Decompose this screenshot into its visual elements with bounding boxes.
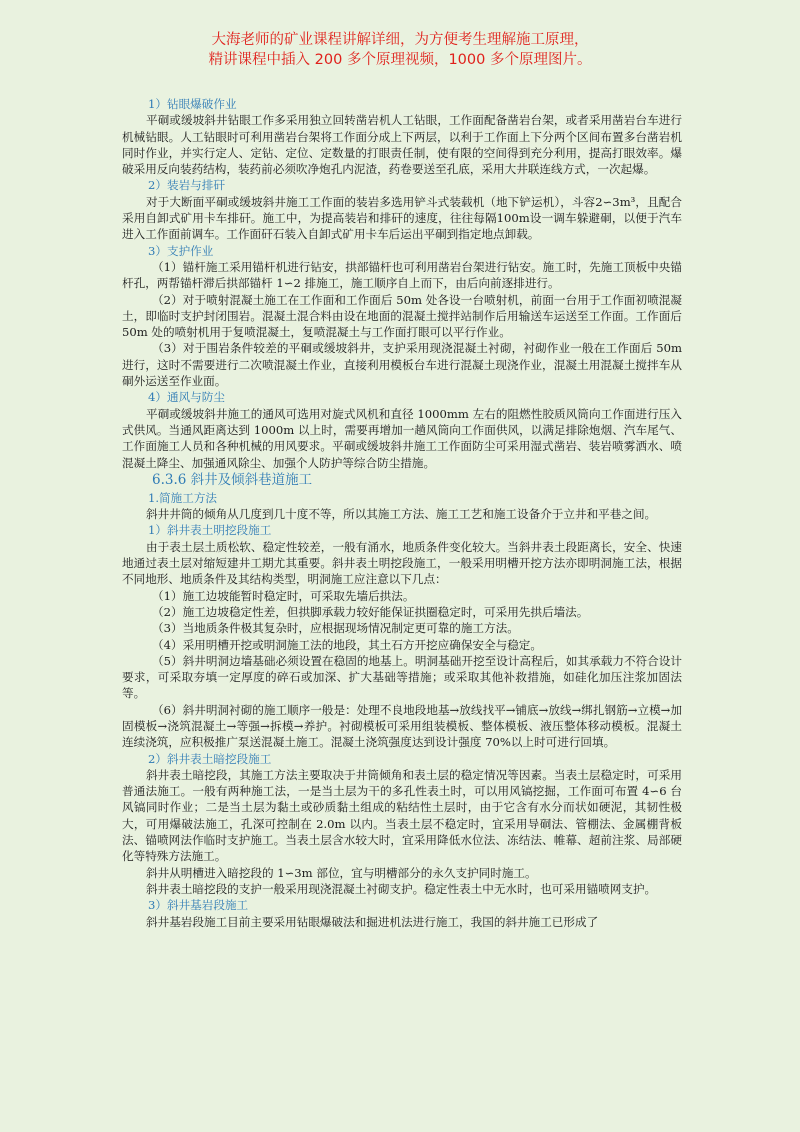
list-item-open-cut-4: （4）采用明槽开挖或明洞施工法的地段，其土石方开挖应确保安全与稳定。 (152, 637, 542, 652)
paragraph-concealed-3: 斜井表土暗挖段的支护一般采用现浇混凝土衬砌支护。稳定性表土中无水时，也可采用锚喷网支护。 (146, 881, 657, 896)
paragraph-ventilation: 平硐或缓坡斜井施工的通风可选用对旋式风机和直径 1000mm 左右的阻燃性胶质风筒向工作面进行压入式供风。当通风距离达到 1000m 以上时，需要再增加一趟风筒向工作面供风，以满足排除炮烟、汽车尾气、工作面施工人员和各种机械的用风要求。平硐或缓坡斜井施工工作面防尘可采用湿式凿岩、装岩喷雾洒水、喷混凝土降尘、加强通风除尘、加强个人防护等综合防尘措施。 (122, 406, 682, 470)
banner-line-2: 精讲课程中插入 200 多个原理视频，1000 多个原理图片。 (208, 52, 592, 68)
heading-concealed-excavation: 2）斜井表土暗挖段施工 (148, 751, 272, 766)
promo-banner (0, 30, 800, 70)
heading-loading-mucking: 2）装岩与排矸 (148, 178, 225, 193)
heading-construction-method: 1.简施工方法 (148, 490, 218, 505)
heading-support-work: 3）支护作业 (148, 243, 214, 258)
paragraph-drilling: 平硐或缓坡斜井钻眼工作多采用独立回转凿岩机人工钻眼，工作面配备凿岩台架，或者采用凿岩台车进行机械钻眼。人工钻眼时可利用凿岩台架将工作面分成上下两层，以利于工作面上下分两个区间布置多台凿岩机同时作业，并实行定人、定钻、定位、定数量的打眼责任制，使有限的空间得到充分利用，提高打眼效率。爆破采用反向装药结构，装药前必须吹净炮孔内泥渣，药卷要送至孔底，采用大井联连线方式，一次起爆。 (122, 113, 682, 177)
paragraph-loading: 对于大断面平硐或缓坡斜井施工工作面的装岩多选用铲斗式装载机（地下铲运机），斗容2∽3m³，且配合采用自卸式矿用卡车排矸。施工中，为提高装岩和排矸的速度，往往每隔100m设一调车躲避硐，以便于汽车进入工作面前调车。工作面矸石装入自卸式矿用卡车后运出平硐到指定地点卸载。 (122, 194, 682, 242)
paragraph-open-cut: 由于表土层土质松软、稳定性较差，一般有涌水，地质条件变化较大。当斜井表土段距离长，安全、快速地通过表土层对缩短建井工期尤其重要。斜井表土明挖段施工，一般采用明槽开挖方法亦即明洞施工法，根据不同地形、地质条件及其结构类型，明洞施工应注意以下几点： (122, 539, 682, 587)
paragraph-concealed-2: 斜井从明槽进入暗挖段的 1∽3m 部位，宜与明槽部分的永久支护同时施工。 (146, 865, 537, 880)
list-item-open-cut-5: （5）斜井明洞边墙基础必须设置在稳固的地基上。明洞基础开挖至设计高程后，如其承载力不符合设计要求，可采取夯填一定厚度的碎石或加深、扩大基础等措施；或采取其他补救措施，如硅化加压注浆加固法等。 (122, 653, 682, 701)
heading-ventilation-dust: 4）通风与防尘 (148, 390, 225, 405)
paragraph-support-2: （2）对于喷射混凝土施工在工作面和工作面后 50m 处各设一台喷射机，前面一台用于工作面初喷混凝土，即临时支护封闭围岩。混凝土混合料由设在地面的混凝土搅拌站制作后用输送车运送至工作面。工作面后 50m 处的喷射机用于复喷混凝土，复喷混凝土与工作面打眼可以平行作业。 (122, 292, 682, 340)
paragraph-bedrock: 斜井基岩段施工目前主要采用钻眼爆破法和掘进机法进行施工，我国的斜井施工已形成了 (146, 914, 599, 929)
paragraph-inclination: 斜井井筒的倾角从几度到几十度不等，所以其施工方法、施工工艺和施工设备介于立井和平巷之间。 (146, 507, 657, 522)
paragraph-concealed-1: 斜井表土暗挖段，其施工方法主要取决于井筒倾角和表土层的稳定情况等因素。当表土层稳定时，可采用普通法施工。一般有两种施工法，一是当土层为干的多孔性表土时，可以用风镐挖掘，工作面可布置 4∽6 台风镐同时作业；二是当土层为黏土或砂质黏土组成的粘结性土层时，由于它含有水分而状如硬泥，其韧性极大，可用爆破法施工，孔深可控制在 2.0m 以内。当表土层不稳定时，宜采用导硐法、管棚法、金属棚背板法、锚喷网法作临时支护施工。当表土层含水较大时，宜采用降低水位法、冻结法、帷幕、超前注浆、局部硬化等特殊方法施工。 (122, 767, 682, 864)
list-item-open-cut-3: （3）当地质条件极其复杂时，应根据现场情况制定更可靠的施工方法。 (152, 621, 519, 636)
list-item-open-cut-6: （6）斜井明洞衬砌的施工顺序一般是：处理不良地段地基→放线找平→铺底→放线→绑扎钢筋→立模→加固模板→浇筑混凝土→等强→拆模→养护。衬砌模板可采用组装模板、整体模板、液压整体移动模板。混凝土连续浇筑，应积极推广泵送混凝土施工。混凝土浇筑强度达到设计强度 70%以上时可进行回填。 (122, 702, 682, 750)
heading-bedrock-section: 3）斜井基岩段施工 (148, 898, 249, 913)
list-item-open-cut-2: （2）施工边坡稳定性差，但拱脚承载力较好能保证拱圈稳定时，可采用先拱后墙法。 (152, 604, 589, 619)
heading-drilling-blasting: 1）钻眼爆破作业 (148, 97, 237, 111)
list-item-open-cut-1: （1）施工边坡能暂时稳定时，可采取先墙后拱法。 (152, 588, 415, 603)
document-body (122, 96, 682, 930)
banner-line-1: 大海老师的矿业课程讲解详细，为方便考生理解施工原理， (211, 32, 589, 48)
paragraph-support-3: （3）对于围岩条件较差的平硐或缓坡斜井，支护采用现浇混凝土衬砌，衬砌作业一般在工作面后 50m 进行，这时不需要进行二次喷混凝土作业，直接利用模板台车进行混凝土现浇作业，混凝土用混凝土搅拌车从硐外运送至作业面。 (122, 341, 682, 389)
section-title-inclined-shaft: 6.3.6 斜井及倾斜巷道施工 (152, 471, 313, 488)
paragraph-support-1: （1）锚杆施工采用锚杆机进行钻安，拱部锚杆也可利用凿岩台架进行钻安。施工时，先施工顶板中央锚杆孔，两帮锚杆滞后拱部锚杆 1∽2 排施工，施工顺序自上而下，由后向前逐排进行。 (122, 259, 682, 291)
heading-open-cut: 1）斜井表土明挖段施工 (148, 523, 272, 538)
